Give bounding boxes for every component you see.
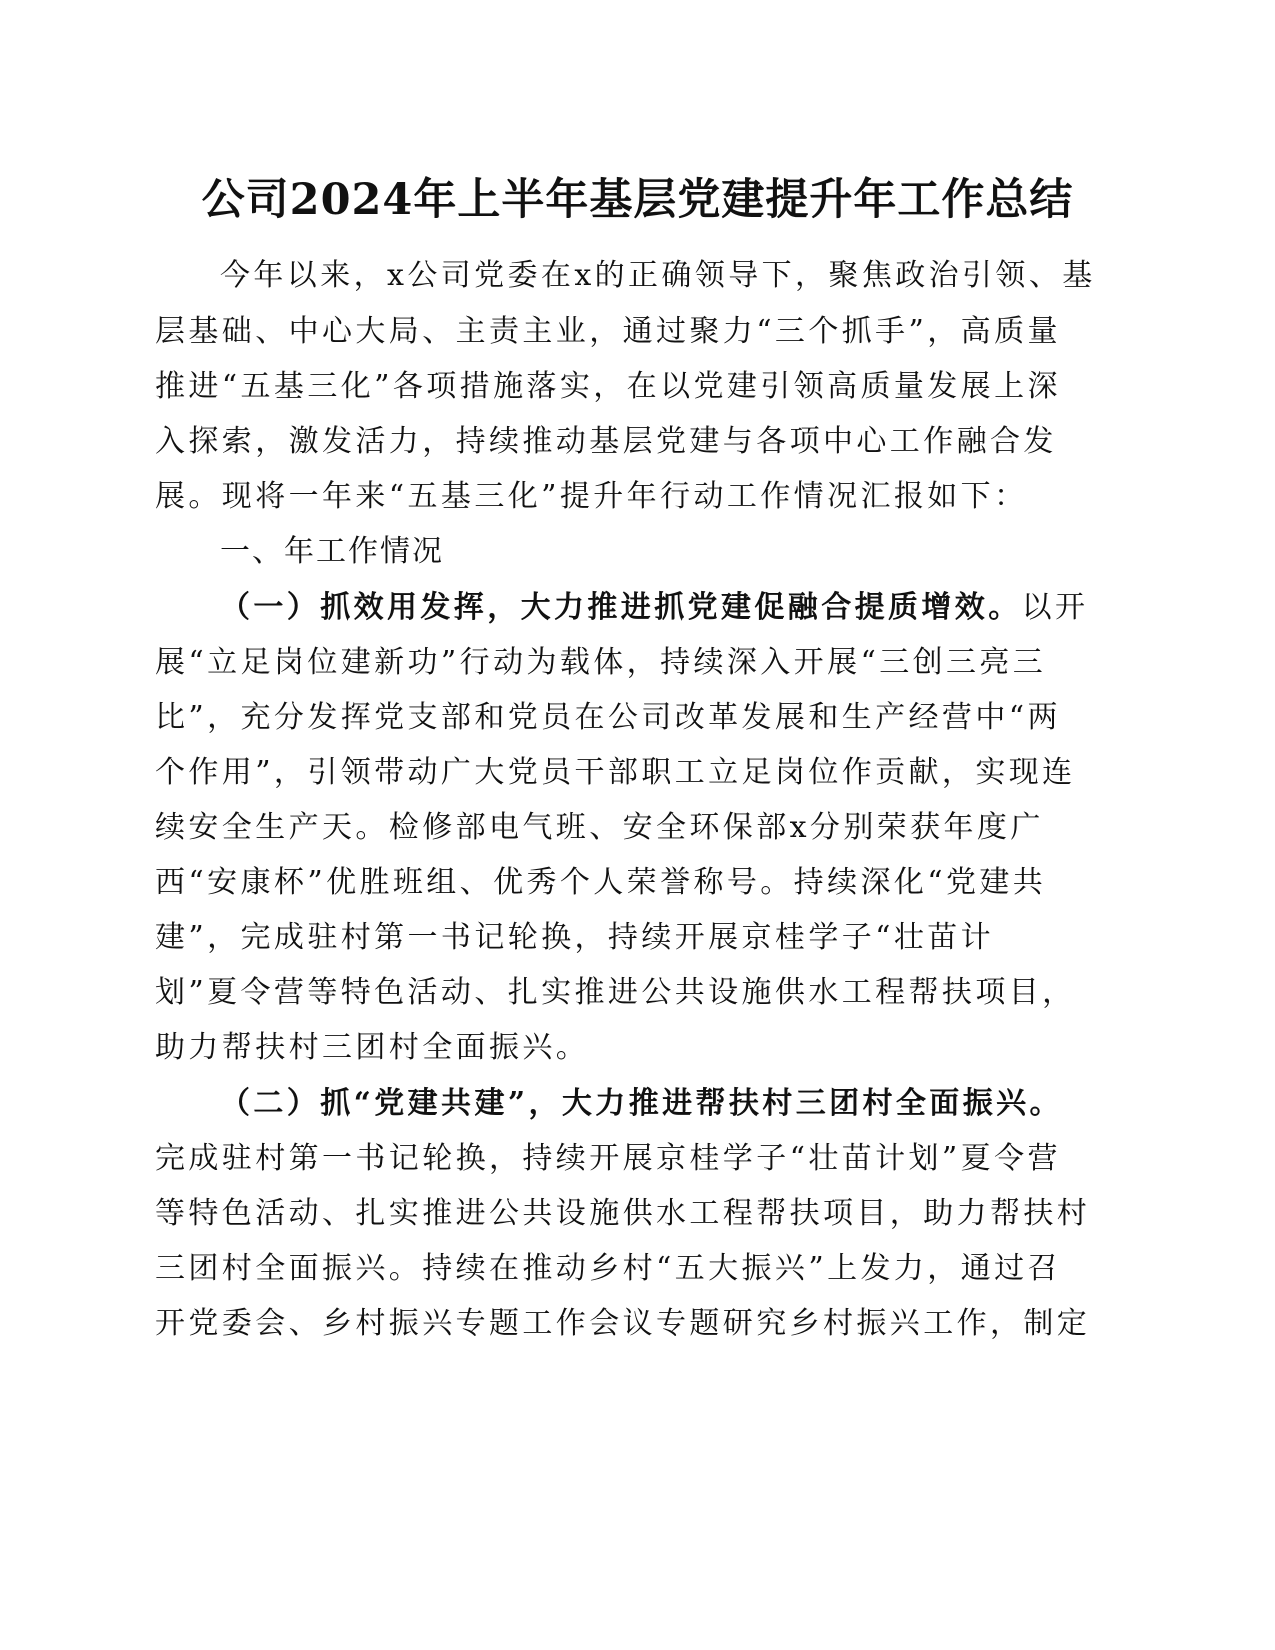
item2-lead: （二）抓“党建共建”，大力推进帮扶村三团村全面振兴。: [220, 1086, 1063, 1121]
item1-line: 建”，完成驻村第一书记轮换，持续开展京桂学子“壮苗计: [155, 920, 995, 955]
item2-line: 完成驻村第一书记轮换，持续开展京桂学子“壮苗计划”夏令营: [155, 1141, 1061, 1176]
intro-line: 入探索，激发活力，持续推动基层党建与各项中心工作融合发: [155, 424, 1057, 459]
intro-line: 推进“五基三化”各项措施落实，在以党建引领高质量发展上深: [155, 369, 1061, 404]
item1-line: 西“安康杯”优胜班组、优秀个人荣誉称号。持续深化“党建共: [155, 865, 1047, 900]
intro-line: 今年以来，x公司党委在x的正确领导下，聚焦政治引领、基: [220, 258, 1096, 293]
item1-line: 个作用”，引领带动广大党员干部职工立足岗位作贡献，实现连: [155, 755, 1076, 790]
document-title: 公司2024年上半年基层党建提升年工作总结: [201, 175, 1074, 225]
item1-line: 比”，充分发挥党支部和党员在公司改革发展和生产经营中“两: [155, 700, 1061, 735]
item1-first-line: [220, 588, 1088, 628]
item1-line: 划”夏令营等特色活动、扎实推进公共设施供水工程帮扶项目，: [155, 975, 1076, 1010]
item2-line: 三团村全面振兴。持续在推动乡村“五大振兴”上发力，通过召: [155, 1251, 1061, 1286]
item1-first-line-rest: 以开: [1021, 590, 1089, 625]
item2-line: 开党委会、乡村振兴专题工作会议专题研究乡村振兴工作，制定: [155, 1306, 1091, 1341]
item1-lead: （一）抓效用发挥，大力推进抓党建促融合提质增效。: [220, 590, 1022, 625]
intro-line: 层基础、中心大局、主责主业，通过聚力“三个抓手”，高质量: [155, 314, 1061, 349]
item1-line: 续安全生产天。检修部电气班、安全环保部x分别荣获年度广: [155, 810, 1044, 845]
section-heading: 一、年工作情况: [220, 534, 444, 569]
item2-line: 等特色活动、扎实推进公共设施供水工程帮扶项目，助力帮扶村: [155, 1196, 1091, 1231]
intro-line: 展。现将一年来“五基三化”提升年行动工作情况汇报如下：: [155, 479, 1028, 514]
item1-line: 助力帮扶村三团村全面振兴。: [155, 1030, 590, 1065]
item1-line: 展“立足岗位建新功”行动为载体，持续深入开展“三创三亮三: [155, 645, 1047, 680]
